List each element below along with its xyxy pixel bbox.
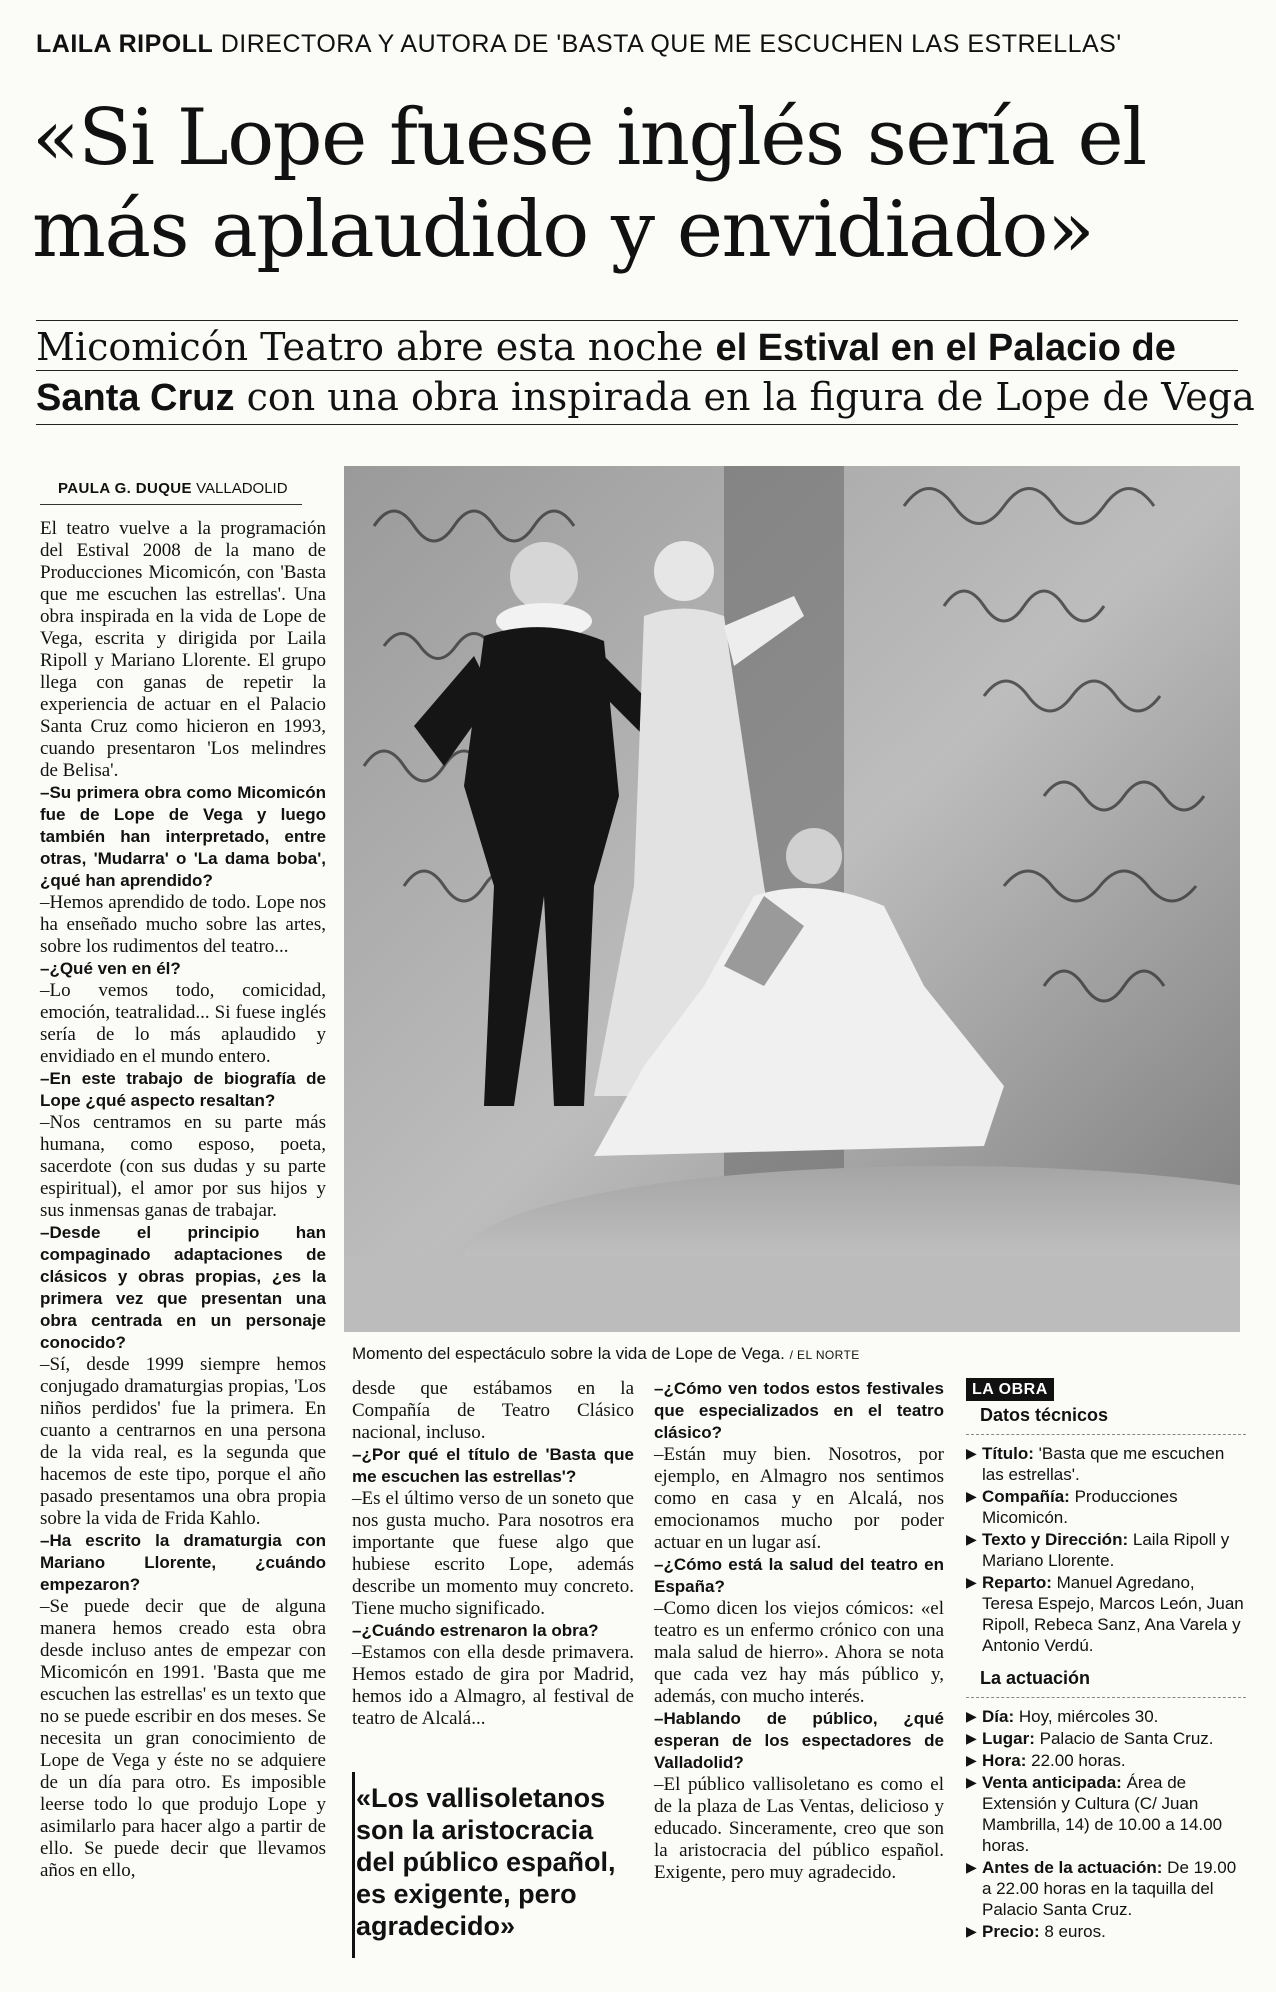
question: –Desde el principio han compaginado adaptaciones de clásicos y obras propias, ¿es la primera vez que presentan una obra centrada en un personaje conocido? <box>40 1223 326 1352</box>
question: –¿Por qué el título de 'Basta que me escuchen las estrellas'? <box>352 1445 634 1486</box>
kicker-role: DIRECTORA Y AUTORA DE 'BASTA QUE ME ESCUCHEN LAS ESTRELLAS' <box>220 30 1122 58</box>
actuacion-item <box>966 1772 1246 1856</box>
subhead-text: Micomicón Teatro abre esta noche <box>36 325 716 369</box>
continued-answer: desde que estábamos en la Compañía de Teatro Clásico nacional, incluso. <box>352 1378 634 1443</box>
item-label: Reparto: <box>982 1573 1052 1592</box>
intro-paragraph: El teatro vuelve a la programación del Estival 2008 de la mano de Producciones Micomicón, con 'Basta que me escuchen las estrellas'. Una obra inspirada en la vida de Lope de Vega, escrita y dirigida por Laila Ripoll y Mariano Llorente. El grupo llega con ganas de repetir la experiencia de actuar en el Palacio Santa Cruz como hicieron en 1993, cuando presentaron 'Los melindres de Belisa'. <box>40 518 326 781</box>
answer: –Sí, desde 1999 siempre hemos conjugado dramaturgias propias, 'Los niños perdidos' fue la primera. En cuanto a centrarnos en una persona de la vida real, es la segunda que hacemos de este tipo, porque el año pasado presentamos una obra propia sobre la vida de Frida Kahlo. <box>40 1354 326 1529</box>
question: –Ha escrito la dramaturgia con Mariano Llorente, ¿cuándo empezaron? <box>40 1531 326 1594</box>
item-label: Día: <box>982 1707 1015 1726</box>
item-value: De 19.00 a 22.00 horas en la taquilla del Palacio Santa Cruz. <box>982 1858 1237 1919</box>
actuacion-item <box>966 1750 1246 1771</box>
answer: –El público vallisoletano es como el de la plaza de Las Ventas, delicioso y educado. Sinceramente, creo que son la aristocracia del público español. Exigente, pero muy agradecido. <box>654 1774 944 1883</box>
datos-item <box>966 1486 1246 1528</box>
caption-text: Momento del espectáculo sobre la vida de Lope de Vega. <box>352 1344 785 1363</box>
top-rule <box>36 320 1238 321</box>
item-label: Título: <box>982 1444 1034 1463</box>
headline-line-2: más aplaudido y envidiado» <box>32 185 1094 275</box>
question: –En este trabajo de biografía de Lope ¿qué aspecto resaltan? <box>40 1069 326 1110</box>
subhead-text-2: con una obra inspirada en la figura de Lope de Vega <box>234 375 1255 419</box>
subhead-bold: el Estival en el Palacio de <box>715 327 1176 369</box>
item-label: Texto y Dirección: <box>982 1530 1129 1549</box>
stage-photo-image <box>344 466 1240 1332</box>
datos-item <box>966 1572 1246 1656</box>
byline <box>58 480 288 497</box>
headline <box>32 92 1146 276</box>
actuacion-item <box>966 1921 1246 1942</box>
item-label: Compañía: <box>982 1487 1070 1506</box>
item-label: Venta anticipada: <box>982 1773 1122 1792</box>
item-value: Hoy, miércoles 30. <box>1018 1707 1159 1726</box>
item-value: 22.00 horas. <box>1031 1751 1126 1770</box>
arrow-icon: ▶ <box>966 1488 977 1504</box>
datos-title: Datos técnicos <box>980 1405 1109 1425</box>
headline-line-1: «Si Lope fuese inglés sería el <box>32 93 1146 183</box>
item-value: Manuel Agredano, Teresa Espejo, Marcos León, Juan Ripoll, Rebeca Sanz, Ana Varela y Antonio Verdú. <box>982 1573 1244 1655</box>
arrow-icon: ▶ <box>966 1774 977 1790</box>
pullquote: «Los vallisoletanos son la aristocracia del público español, es exigente, pero agradecido» <box>356 1783 616 1941</box>
item-label: Precio: <box>982 1922 1040 1941</box>
arrow-icon: ▶ <box>966 1531 977 1547</box>
bottom-rule <box>36 424 1238 425</box>
item-value: Laila Ripoll y Mariano Llorente. <box>982 1530 1230 1570</box>
mid-rule <box>36 370 1238 371</box>
actuacion-item <box>966 1857 1246 1920</box>
answer: –Hemos aprendido de todo. Lope nos ha enseñado mucho sobre las artes, sobre los rudimentos del teatro... <box>40 892 326 957</box>
item-value: 'Basta que me escuchen las estrellas'. <box>982 1444 1225 1484</box>
question: –¿Cómo está la salud del teatro en España? <box>654 1555 944 1596</box>
item-label: Antes de la actuación: <box>982 1858 1163 1877</box>
divider <box>966 1434 1246 1435</box>
item-value: Producciones Micomicón. <box>982 1487 1178 1527</box>
pullquote-bar <box>352 1772 355 1958</box>
actuacion-item <box>966 1706 1246 1727</box>
actuacion-item <box>966 1728 1246 1749</box>
datos-item <box>966 1443 1246 1485</box>
kicker <box>36 30 1122 59</box>
arrow-icon: ▶ <box>966 1923 977 1939</box>
column-3 <box>654 1378 944 1884</box>
answer: –Están muy bien. Nosotros, por ejemplo, en Almagro nos sentimos como en casa y en Alcalá, nos emocionamos mucho por poder actuar en un lugar así. <box>654 1444 944 1553</box>
actuacion-title: La actuación <box>980 1668 1091 1688</box>
divider <box>966 1697 1246 1698</box>
byline-author: PAULA G. DUQUE <box>58 480 192 497</box>
item-label: Lugar: <box>982 1729 1035 1748</box>
info-sidebar <box>966 1378 1246 1943</box>
column-2 <box>352 1378 634 1730</box>
section-tag: LA OBRA <box>966 1378 1054 1401</box>
byline-rule <box>40 504 302 505</box>
subhead-line-2 <box>36 372 1255 423</box>
answer: –Lo vemos todo, comicidad, emoción, teatralidad... Si fuese inglés sería de lo más aplaudido y envidiado en el mundo entero. <box>40 980 326 1067</box>
answer: –Se puede decir que de alguna manera hemos creado esta obra desde incluso antes de empezar con Micomicón en 1991. 'Basta que me escuchen las estrellas' es un texto que no se puede escribir en dos meses. Se necesita un gran conocimiento de Lope de Vega y éste no se adquiere de un día para otro. Es imposible leerse todo lo que produjo Lope y asimilarlo para hacer algo a partir de ello. Se puede decir que llevamos años en ello, <box>40 1596 326 1881</box>
stage-photo <box>344 466 1240 1332</box>
datos-item <box>966 1529 1246 1571</box>
arrow-icon: ▶ <box>966 1445 977 1461</box>
question: –¿Cómo ven todos estos festivales que especializados en el teatro clásico? <box>654 1379 944 1442</box>
arrow-icon: ▶ <box>966 1730 977 1746</box>
column-1 <box>40 518 326 1882</box>
answer: –Es el último verso de un soneto que nos gusta mucho. Para nosotros era importante que fuese algo que hubiese escrito Lope, además describe un momento muy concreto. Tiene mucho significado. <box>352 1488 634 1619</box>
kicker-name: LAILA RIPOLL <box>36 30 214 58</box>
answer: –Nos centramos en su parte más humana, como esposo, poeta, sacerdote (con sus dudas y su parte espiritual), el amor por sus hijos y sus inmensas ganas de trabajar. <box>40 1112 326 1221</box>
arrow-icon: ▶ <box>966 1752 977 1768</box>
item-label: Hora: <box>982 1751 1027 1770</box>
item-value: Palacio de Santa Cruz. <box>1039 1729 1214 1748</box>
question: –Hablando de público, ¿qué esperan de los espectadores de Valladolid? <box>654 1709 944 1772</box>
question: –¿Cuándo estrenaron la obra? <box>352 1621 599 1640</box>
item-value: Área de Extensión y Cultura (C/ Juan Mambrilla, 14) de 10.00 a 14.00 horas. <box>982 1773 1223 1855</box>
item-value: 8 euros. <box>1044 1922 1106 1941</box>
qa-block <box>40 782 326 1882</box>
subhead-bold-2: Santa Cruz <box>36 377 235 419</box>
byline-place: VALLADOLID <box>196 480 288 497</box>
question: –¿Qué ven en él? <box>40 959 181 978</box>
answer: –Estamos con ella desde primavera. Hemos estado de gira por Madrid, hemos ido a Almagro, al festival de teatro de Alcalá... <box>352 1642 634 1729</box>
arrow-icon: ▶ <box>966 1574 977 1590</box>
arrow-icon: ▶ <box>966 1708 977 1724</box>
arrow-icon: ▶ <box>966 1859 977 1875</box>
answer: –Como dicen los viejos cómicos: «el teatro es un enfermo crónico con una mala salud de hierro». Ahora se nota que cada vez hay más público y, además, con mucho interés. <box>654 1598 944 1707</box>
question: –Su primera obra como Micomicón fue de Lope de Vega y luego también han interpretado, entre otras, 'Mudarra' o 'La dama boba', ¿qué han aprendido? <box>40 783 326 890</box>
photo-caption <box>352 1344 860 1364</box>
caption-credit: / EL NORTE <box>789 1348 860 1362</box>
subhead-line-1 <box>36 322 1236 373</box>
